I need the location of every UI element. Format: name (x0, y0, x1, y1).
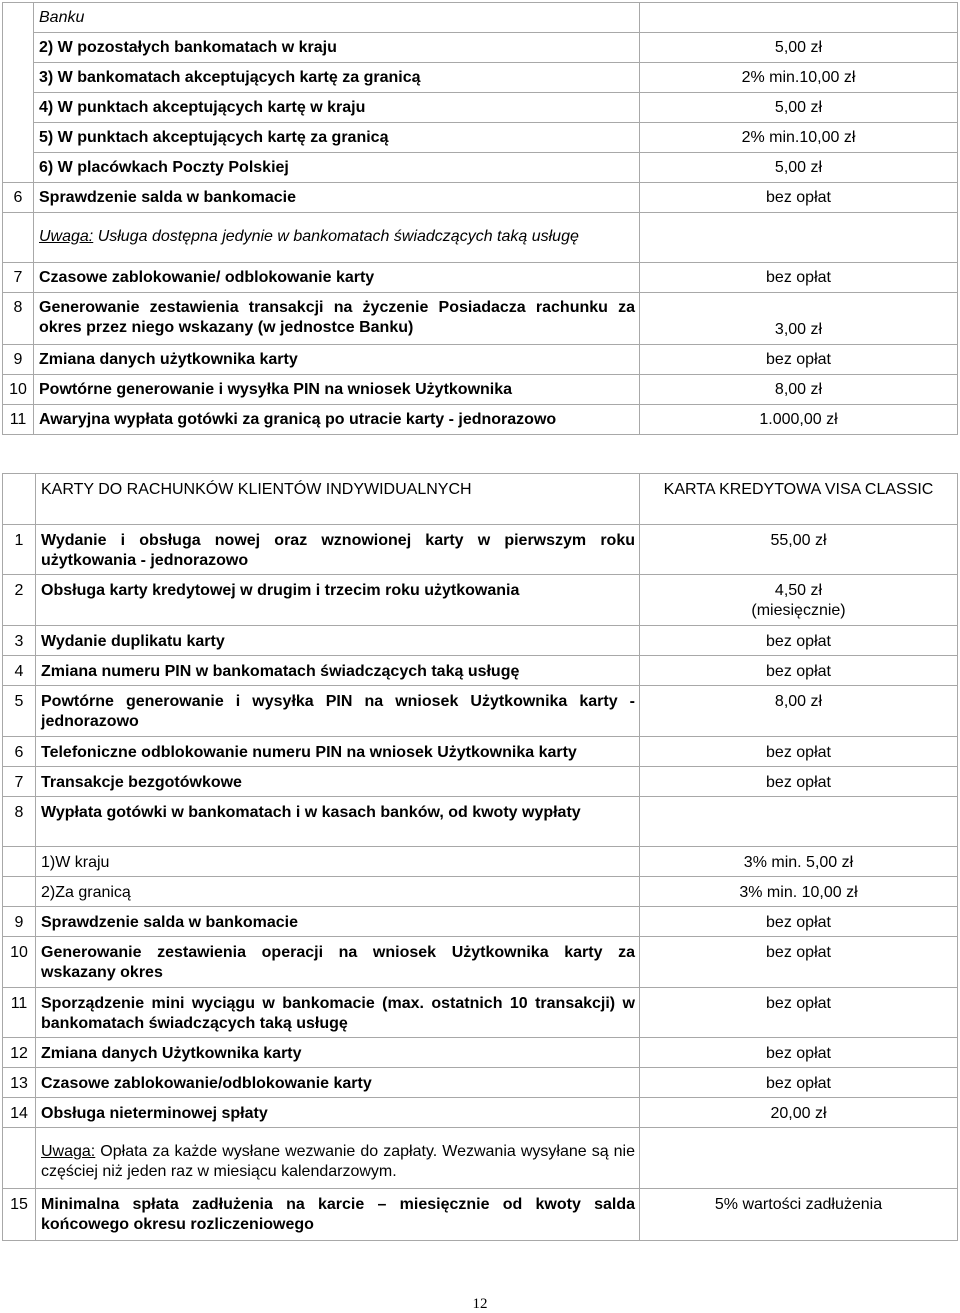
table-row (3, 626, 958, 656)
row-value: 3% min. 5,00 zł (640, 847, 958, 877)
row-desc: Minimalna spłata zadłużenia na karcie – miesięcznie od kwoty salda końcowego okresu rozliczeniowego (36, 1189, 640, 1241)
row-number (3, 877, 36, 907)
table-row (3, 213, 958, 263)
row-number: 7 (3, 767, 36, 797)
row-number: 1 (3, 525, 36, 575)
row-desc: Powtórne generowanie i wysyłka PIN na wniosek Użytkownika (34, 375, 640, 405)
row-value: 8,00 zł (640, 375, 958, 405)
row-desc: Telefoniczne odblokowanie numeru PIN na wniosek Użytkownika karty (36, 737, 640, 767)
row-number: 8 (3, 797, 36, 847)
note (36, 1128, 640, 1189)
row-number: 13 (3, 1068, 36, 1098)
page-number: 12 (472, 1296, 488, 1312)
row-desc-plain: 1)W kraju (36, 847, 640, 877)
table-row (3, 33, 958, 63)
row-number: 14 (3, 1098, 36, 1128)
fee-table-debit (2, 2, 958, 435)
row-number: 5 (3, 686, 36, 737)
row-desc: Powtórne generowanie i wysyłka PIN na wniosek Użytkownika karty - jednorazowo (36, 686, 640, 737)
table-row (3, 1068, 958, 1098)
row-value: bez opłat (640, 626, 958, 656)
row-number: 9 (3, 345, 34, 375)
table-row (3, 988, 958, 1038)
row-desc: 4) W punktach akceptujących kartę w kraju (34, 93, 640, 123)
row-desc: Czasowe zablokowanie/odblokowanie karty (36, 1068, 640, 1098)
row-value: bez opłat (640, 1068, 958, 1098)
row-value: bez opłat (640, 907, 958, 937)
row-desc-rest: na życzenie Posiadacza rachunku za okres przez niego wskazany (w jednostce Banku) (39, 299, 635, 336)
table-row (3, 293, 958, 345)
table-row (3, 1098, 958, 1128)
table-row (3, 153, 958, 183)
row-value: bez opłat (640, 988, 958, 1038)
row-desc: Obsługa karty kredytowej w drugim i trzecim roku użytkowania (36, 575, 640, 626)
note-text: Usługa dostępna jedynie w bankomatach świadczących taką usługę (93, 228, 579, 245)
table-row (3, 375, 958, 405)
row-number: 6 (3, 737, 36, 767)
row-number: 2 (3, 575, 36, 626)
row-value: bez opłat (640, 767, 958, 797)
table-row (3, 907, 958, 937)
row-desc: Awaryjna wypłata gotówki za granicą po utracie karty - jednorazowo (34, 405, 640, 435)
row-number: 9 (3, 907, 36, 937)
row-value: 3% min. 10,00 zł (640, 877, 958, 907)
row-desc: 6) W placówkach Poczty Polskiej (34, 153, 640, 183)
table-row (3, 797, 958, 847)
table-row (3, 847, 958, 877)
row-desc: 3) W bankomatach akceptujących kartę za granicą (34, 63, 640, 93)
row-desc: Sporządzenie mini wyciągu w bankomacie (max. ostatnich 10 transakcji) w bankomatach świadczących taką usługę (36, 988, 640, 1038)
row-value: bez opłat (640, 656, 958, 686)
table-row (3, 877, 958, 907)
table-row (3, 123, 958, 153)
table-row (3, 183, 958, 213)
row-value: 5,00 zł (640, 33, 958, 63)
row-value: 5,00 zł (640, 153, 958, 183)
row-desc: Transakcje bezgotówkowe (36, 767, 640, 797)
row-number: 15 (3, 1189, 36, 1241)
row-value-amount: 4,50 zł (774, 582, 823, 599)
note-label: Uwaga: (41, 1143, 96, 1160)
table-row (3, 345, 958, 375)
row-desc-plain: 2)Za granicą (36, 877, 640, 907)
row-value: 2% min.10,00 zł (640, 63, 958, 93)
row-desc: Wydanie i obsługa nowej oraz wznowionej karty w pierwszym roku użytkowania - jednorazowo (36, 525, 640, 575)
note (34, 213, 640, 263)
row-value: 5,00 zł (640, 93, 958, 123)
row-value: 8,00 zł (640, 686, 958, 737)
fee-table-credit-card (2, 473, 958, 1241)
table-row (3, 1128, 958, 1189)
row-desc: 2) W pozostałych bankomatach w kraju (34, 33, 640, 63)
row-value: bez opłat (640, 345, 958, 375)
row-value (640, 575, 958, 626)
table-row (3, 656, 958, 686)
table-row (3, 737, 958, 767)
card-type-header: KARTA KREDYTOWA VISA CLASSIC (640, 474, 958, 525)
row-number: 6 (3, 183, 34, 213)
row-number: 11 (3, 405, 34, 435)
table-row (3, 1038, 958, 1068)
table-row (3, 1189, 958, 1241)
row-desc: Zmiana danych użytkownika karty (34, 345, 640, 375)
note-label: Uwaga: (39, 228, 94, 245)
row-number: 10 (3, 375, 34, 405)
row-value: 2% min.10,00 zł (640, 123, 958, 153)
row-desc: Wypłata gotówki w bankomatach i w kasach banków, od kwoty wypłaty (36, 797, 640, 847)
section-title: KARTY DO RACHUNKÓW KLIENTÓW INDYWIDUALNYCH (36, 474, 640, 525)
row-value (640, 797, 958, 847)
row-value: 5% wartości zadłużenia (640, 1189, 958, 1241)
row-value: 55,00 zł (640, 525, 958, 575)
row-desc: Zmiana danych Użytkownika karty (36, 1038, 640, 1068)
row-desc: Wydanie duplikatu karty (36, 626, 640, 656)
row-desc: 5) W punktach akceptujących kartę za granicą (34, 123, 640, 153)
row-number: 4 (3, 656, 36, 686)
row-desc: Generowanie zestawienia operacji na wniosek Użytkownika karty za wskazany okres (36, 937, 640, 988)
row-value: bez opłat (640, 737, 958, 767)
row-desc: Obsługa nieterminowej spłaty (36, 1098, 640, 1128)
row-number: 12 (3, 1038, 36, 1068)
row-number (3, 847, 36, 877)
row-desc: Czasowe zablokowanie/ odblokowanie karty (34, 263, 640, 293)
table-row (3, 263, 958, 293)
row-value-period: (miesięcznie) (751, 602, 846, 619)
row-number: 11 (3, 988, 36, 1038)
row-desc: Sprawdzenie salda w bankomacie (36, 907, 640, 937)
row-number: 7 (3, 263, 34, 293)
row-number: 10 (3, 937, 36, 988)
table-row (3, 525, 958, 575)
row-desc: Sprawdzenie salda w bankomacie (34, 183, 640, 213)
row-value: bez opłat (640, 937, 958, 988)
row-number: 3 (3, 626, 36, 656)
row-value: 1.000,00 zł (640, 405, 958, 435)
row-label: Banku (34, 3, 640, 33)
row-value: bez opłat (640, 263, 958, 293)
table-row (3, 767, 958, 797)
row-desc: Zmiana numeru PIN w bankomatach świadczących taką usługę (36, 656, 640, 686)
row-value: bez opłat (640, 1038, 958, 1068)
table-header-row (3, 474, 958, 525)
row-value: bez opłat (640, 183, 958, 213)
table-row (3, 3, 958, 33)
note-text: Opłata za każde wysłane wezwanie do zapłaty. Wezwania wysyłane są nie częściej niż jeden raz w miesiącu kalendarzowym. (41, 1143, 635, 1180)
table-row (3, 686, 958, 737)
table-row (3, 405, 958, 435)
table-row (3, 63, 958, 93)
table-row (3, 575, 958, 626)
row-desc-main: Generowanie zestawienia transakcji (39, 299, 324, 316)
table-row (3, 937, 958, 988)
row-number: 8 (3, 293, 34, 345)
row-desc (34, 293, 640, 345)
table-row (3, 93, 958, 123)
row-value: 20,00 zł (640, 1098, 958, 1128)
row-value: 3,00 zł (640, 293, 958, 345)
